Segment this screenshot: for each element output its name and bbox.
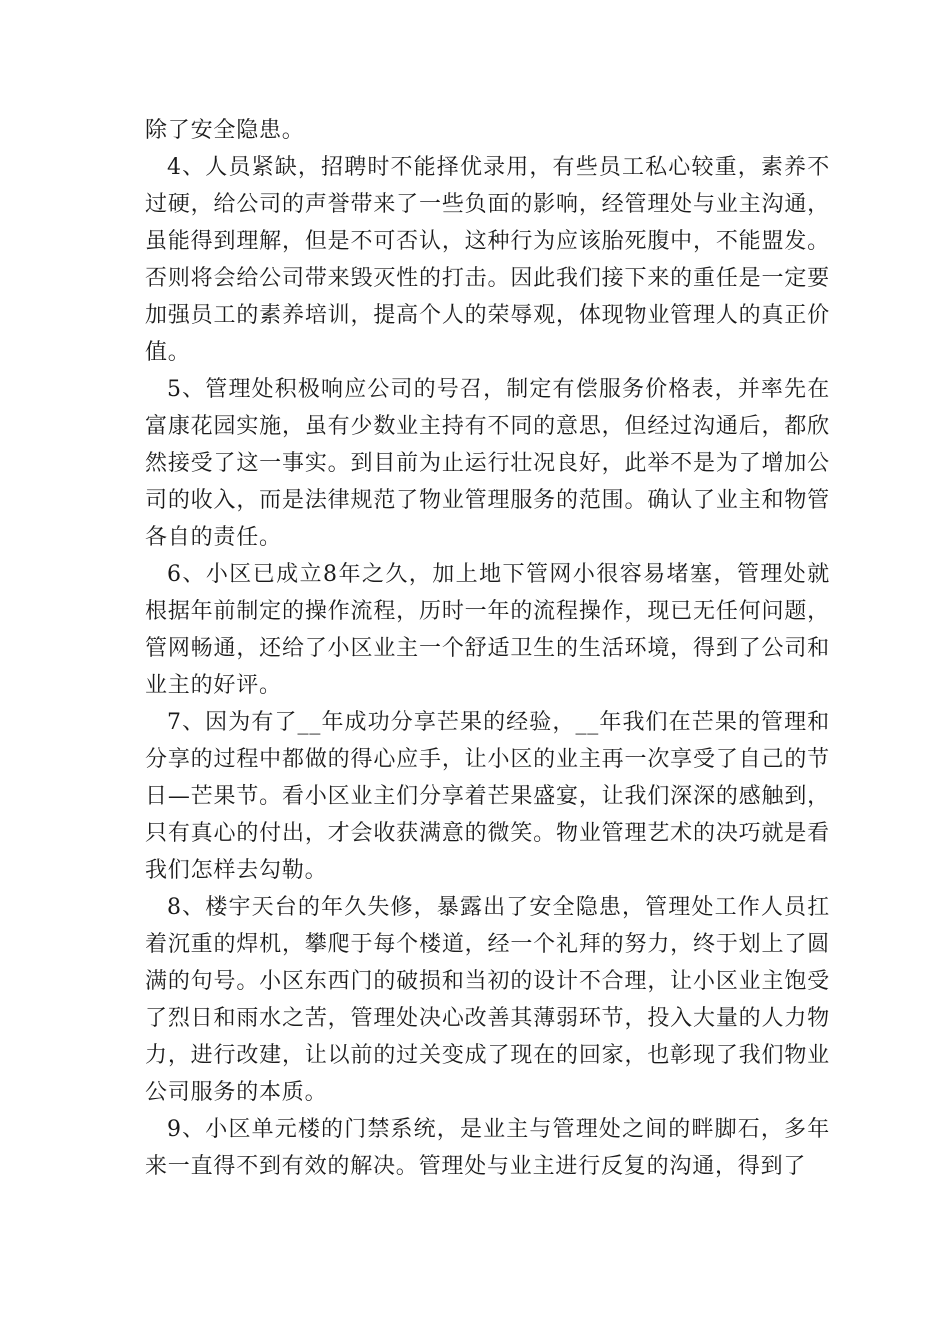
document-body xyxy=(145,112,830,1185)
paragraph-item-8: 8、楼宇天台的年久失修，暴露出了安全隐患，管理处工作人员扛着沉重的焊机，攀爬于每个楼道，经一个礼拜的努力，终于划上了圆满的句号。小区东西门的破损和当初的设计不合理，让小区业主饱受了烈日和雨水之苦，管理处决心改善其薄弱环节，投入大量的人力物力，进行改建，让以前的过关变成了现在的回家，也彰现了我们物业公司服务的本质。 xyxy=(145,895,830,1105)
paragraph-item-6: 6、小区已成立8年之久，加上地下管网小很容易堵塞，管理处就根据年前制定的操作流程，历时一年的流程操作，现已无任何问题，管网畅通，还给了小区业主一个舒适卫生的生活环境，得到了公司和业主的好评。 xyxy=(145,562,830,698)
paragraph-item-9: 9、小区单元楼的门禁系统，是业主与管理处之间的畔脚石，多年来一直得不到有效的解决。管理处与业主进行反复的沟通，得到了 xyxy=(145,1117,830,1179)
paragraph-item-7: 7、因为有了__年成功分享芒果的经验，__年我们在芒果的管理和分享的过程中都做的得心应手，让小区的业主再一次享受了自己的节日—芒果节。看小区业主们分享着芒果盛宴，让我们深深的感触到，只有真心的付出，才会收获满意的微笑。物业管理艺术的决巧就是看我们怎样去勾勒。 xyxy=(145,710,830,883)
paragraph-item-5: 5、管理处积极响应公司的号召，制定有偿服务价格表，并率先在富康花园实施，虽有少数业主持有不同的意思，但经过沟通后，都欣然接受了这一事实。到目前为止运行壮况良好，此举不是为了增加公司的收入，而是法律规范了物业管理服务的范围。确认了业主和物管各自的责任。 xyxy=(145,377,830,550)
paragraph-continuation: 除了安全隐患。 xyxy=(145,118,305,143)
paragraph-item-4: 4、人员紧缺，招聘时不能择优录用，有些员工私心较重，素养不过硬，给公司的声誉带来了一些负面的影响，经管理处与业主沟通，虽能得到理解，但是不可否认，这种行为应该胎死腹中，不能盟发。否则将会给公司带来毁灭性的打击。因此我们接下来的重任是一定要加强员工的素养培训，提高个人的荣辱观，体现物业管理人的真正价值。 xyxy=(145,155,830,365)
